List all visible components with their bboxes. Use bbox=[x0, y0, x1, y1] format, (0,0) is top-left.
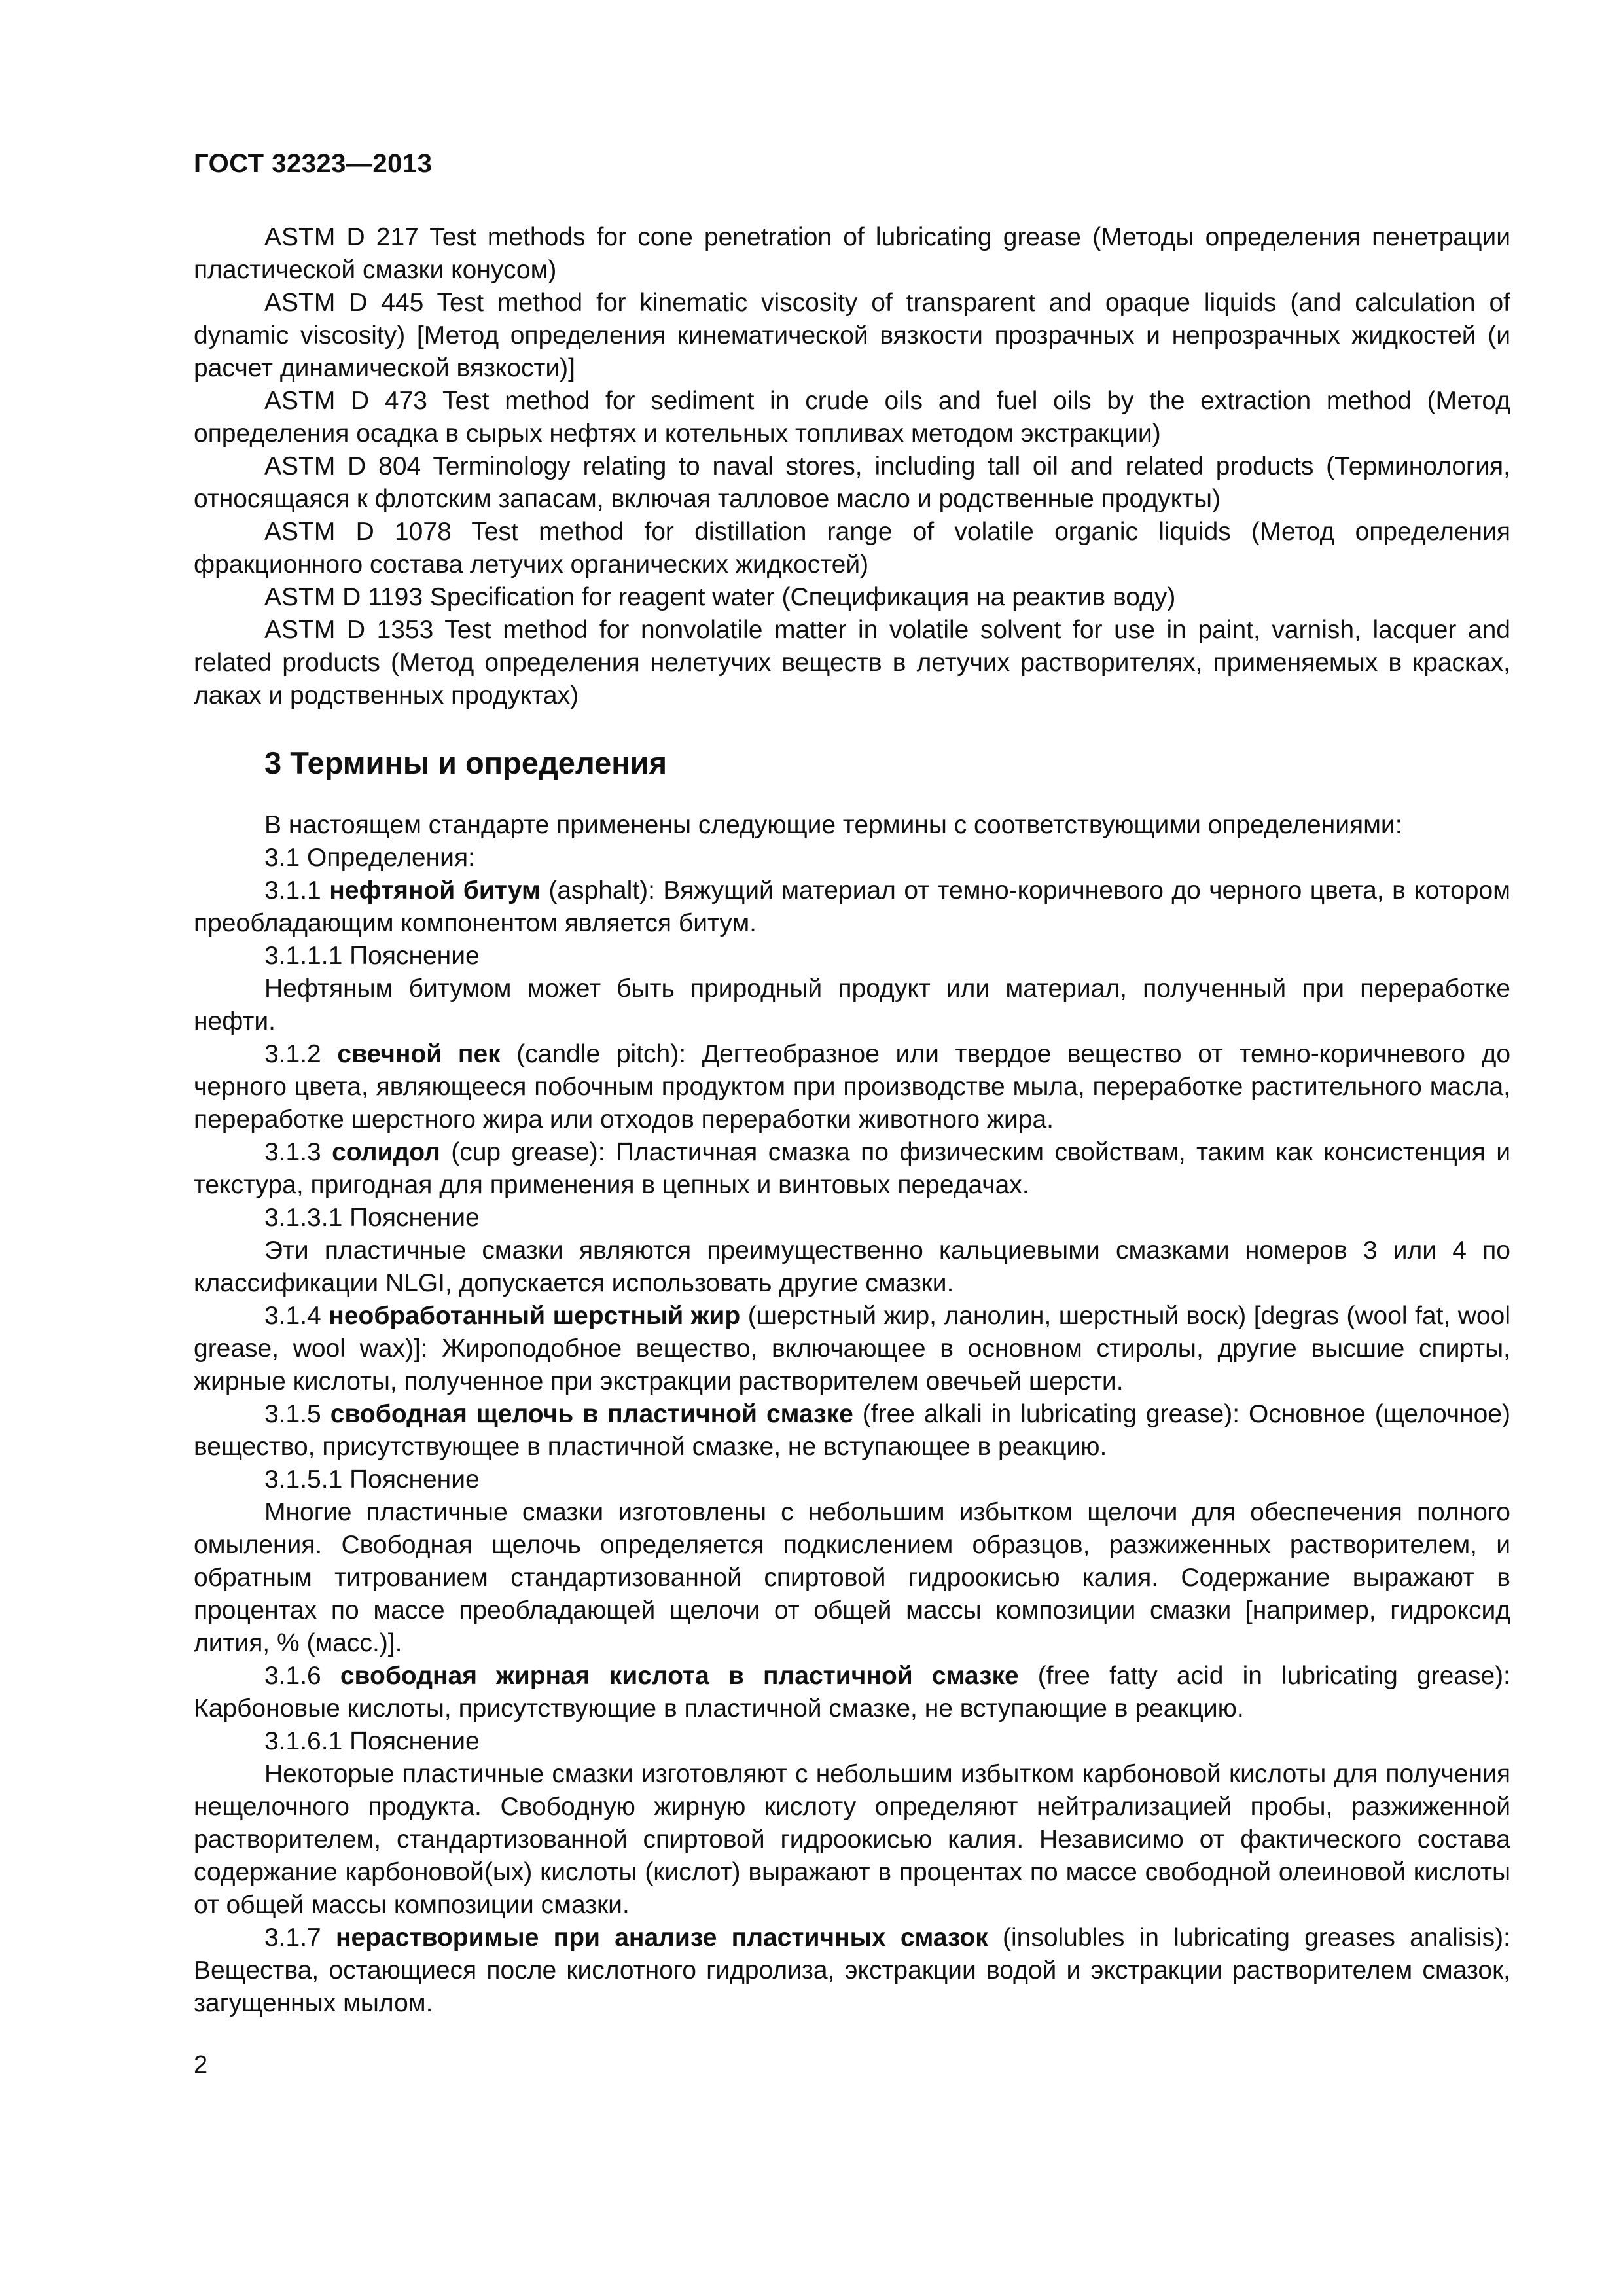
note-3-1-3-1-text: Эти пластичные смазки являются преимущественно кальциевыми смазками номеров 3 или 4 по классификации NLGI, допускается использовать другие смазки. bbox=[194, 1236, 1510, 1297]
reference-astm-d473: ASTM D 473 Test method for sediment in crude oils and fuel oils by the extraction method (Метод определения осадка в сырых нефтях и котельных топливах методом экстракции) bbox=[194, 387, 1510, 448]
definition-number: 3.1.3 bbox=[264, 1138, 332, 1166]
definition-term: свободная щелочь в пластичной смазке bbox=[330, 1400, 853, 1428]
definition-3-1-7 bbox=[194, 1922, 1510, 2020]
note-3-1-6-1-label: 3.1.6.1 Пояснение bbox=[264, 1727, 480, 1755]
definition-text: (free fatty acid in lubricating grease): Карбоновые кислоты, присутствующие в пластичной смазке, не вступающие в реакцию. bbox=[194, 1662, 1511, 1723]
definition-term: необработанный шерстный жир bbox=[329, 1302, 741, 1330]
definition-number: 3.1.1 bbox=[264, 876, 330, 905]
note-3-1-3-1-label: 3.1.3.1 Пояснение bbox=[264, 1204, 480, 1232]
definition-number: 3.1.4 bbox=[264, 1302, 329, 1330]
section-intro: В настоящем стандарте применены следующие термины с соответствующими определениями: bbox=[264, 811, 1402, 839]
definition-text: (candle pitch): Дегтеобразное или твердое вещество от темно-коричневого до черного цвета, являющееся побочным продуктом при производстве мыла, переработке растительного масла, переработке шерстного жира или отходов переработки животного жира. bbox=[194, 1040, 1511, 1134]
definition-text: (asphalt): Вяжущий материал от темно-коричневого до черного цвета, в котором преобладающим компонентом является битум. bbox=[194, 876, 1510, 937]
definition-number: 3.1.2 bbox=[264, 1040, 338, 1068]
definition-term: солидол bbox=[332, 1138, 440, 1166]
definition-term: нефтяной битум bbox=[329, 876, 541, 905]
definition-number: 3.1.5 bbox=[264, 1400, 330, 1428]
note-3-1-1-1-label: 3.1.1.1 Пояснение bbox=[264, 942, 480, 970]
definition-text: (cup grease): Пластичная смазка по физическим свойствам, таким как консистенция и текстура, пригодная для применения в цепных и винтовых передачах. bbox=[194, 1138, 1510, 1199]
reference-astm-d445: ASTM D 445 Test method for kinematic viscosity of transparent and opaque liquids (and calculation of dynamic viscosity) [Метод определения кинематической вязкости прозрачных и непрозрачных жидкостей (и расчет динамической вязкости)] bbox=[194, 289, 1510, 382]
section-title: 3 Термины и определения bbox=[264, 745, 667, 780]
reference-astm-d804: ASTM D 804 Terminology relating to naval stores, including tall oil and related products (Терминология, относящаяся к флотским запасам, включая талловое масло и родственные продукты) bbox=[194, 452, 1510, 513]
definition-term: свечной пек bbox=[337, 1040, 501, 1068]
reference-astm-d1353: ASTM D 1353 Test method for nonvolatile matter in volatile solvent for use in paint, varnish, lacquer and related products (Метод определения нелетучих веществ в летучих растворителях, применяемых в красках, лаках и родственных продуктах) bbox=[194, 616, 1510, 709]
definition-text: (insolubles in lubricating greases analisis): Вещества, остающиеся после кислотного гидролиза, экстракции водой и экстракции растворителем смазок, загущенных мылом. bbox=[194, 1924, 1510, 2017]
definitions-heading: 3.1 Определения: bbox=[264, 844, 475, 872]
document-body bbox=[194, 221, 1510, 2020]
document-header: ГОСТ 32323—2013 bbox=[194, 149, 433, 178]
reference-astm-d217: ASTM D 217 Test methods for cone penetration of lubricating grease (Методы определения пенетрации пластической смазки конусом) bbox=[194, 223, 1510, 284]
definition-3-1-4 bbox=[194, 1300, 1510, 1398]
note-3-1-5-1-label: 3.1.5.1 Пояснение bbox=[264, 1465, 480, 1494]
page-number: 2 bbox=[194, 2051, 208, 2079]
definition-3-1-2 bbox=[194, 1038, 1510, 1136]
definition-text: (шерстный жир, ланолин, шерстный воск) [degras (wool fat, wool grease, wool wax)]: Жироподобное вещество, включающее в основном стиролы, другие высшие спирты, жирные кислоты, полученное при экстракции растворителем овечьей шерсти. bbox=[194, 1302, 1510, 1395]
definition-3-1-1 bbox=[194, 874, 1510, 940]
note-3-1-6-1-text: Некоторые пластичные смазки изготовляют с небольшим избытком карбоновой кислоты для получения нещелочного продукта. Свободную жирную кислоту определяют нейтрализацией пробы, разжиженной растворителем, стандартизованной спиртовой гидроокисью калия. Независимо от фактического состава содержание карбоновой(ых) кислоты (кислот) выражают в процентах по массе свободной олеиновой кислоты от общей массы композиции смазки. bbox=[194, 1760, 1510, 1919]
definition-term: свободная жирная кислота в пластичной смазке bbox=[340, 1662, 1019, 1690]
note-3-1-1-1-text: Нефтяным битумом может быть природный продукт или материал, полученный при переработке нефти. bbox=[194, 975, 1510, 1035]
reference-astm-d1078: ASTM D 1078 Test method for distillation range of volatile organic liquids (Метод определения фракционного состава летучих органических жидкостей) bbox=[194, 518, 1510, 579]
note-3-1-5-1-text: Многие пластичные смазки изготовлены с небольшим избытком щелочи для обеспечения полного омыления. Свободная щелочь определяется подкислением образцов, разжиженных растворителем, и обратным титрованием стандартизованной спиртовой гидроокисью калия. Содержание выражают в процентах по массе преобладающей щелочи от общей массы композиции смазки [например, гидроксид лития, % (масс.)]. bbox=[194, 1498, 1510, 1657]
definition-number: 3.1.6 bbox=[264, 1662, 340, 1690]
definition-text: (free alkali in lubricating grease): Основное (щелочное) вещество, присутствующее в пластичной смазке, не вступающее в реакцию. bbox=[194, 1400, 1511, 1461]
definition-number: 3.1.7 bbox=[264, 1924, 336, 1952]
reference-astm-d1193: ASTM D 1193 Specification for reagent water (Спецификация на реактив воду) bbox=[264, 583, 1176, 611]
definition-3-1-5 bbox=[194, 1398, 1510, 1463]
definition-term: нерастворимые при анализе пластичных смазок bbox=[335, 1924, 988, 1952]
definition-3-1-3 bbox=[194, 1136, 1510, 1202]
definition-3-1-6 bbox=[194, 1660, 1510, 1725]
